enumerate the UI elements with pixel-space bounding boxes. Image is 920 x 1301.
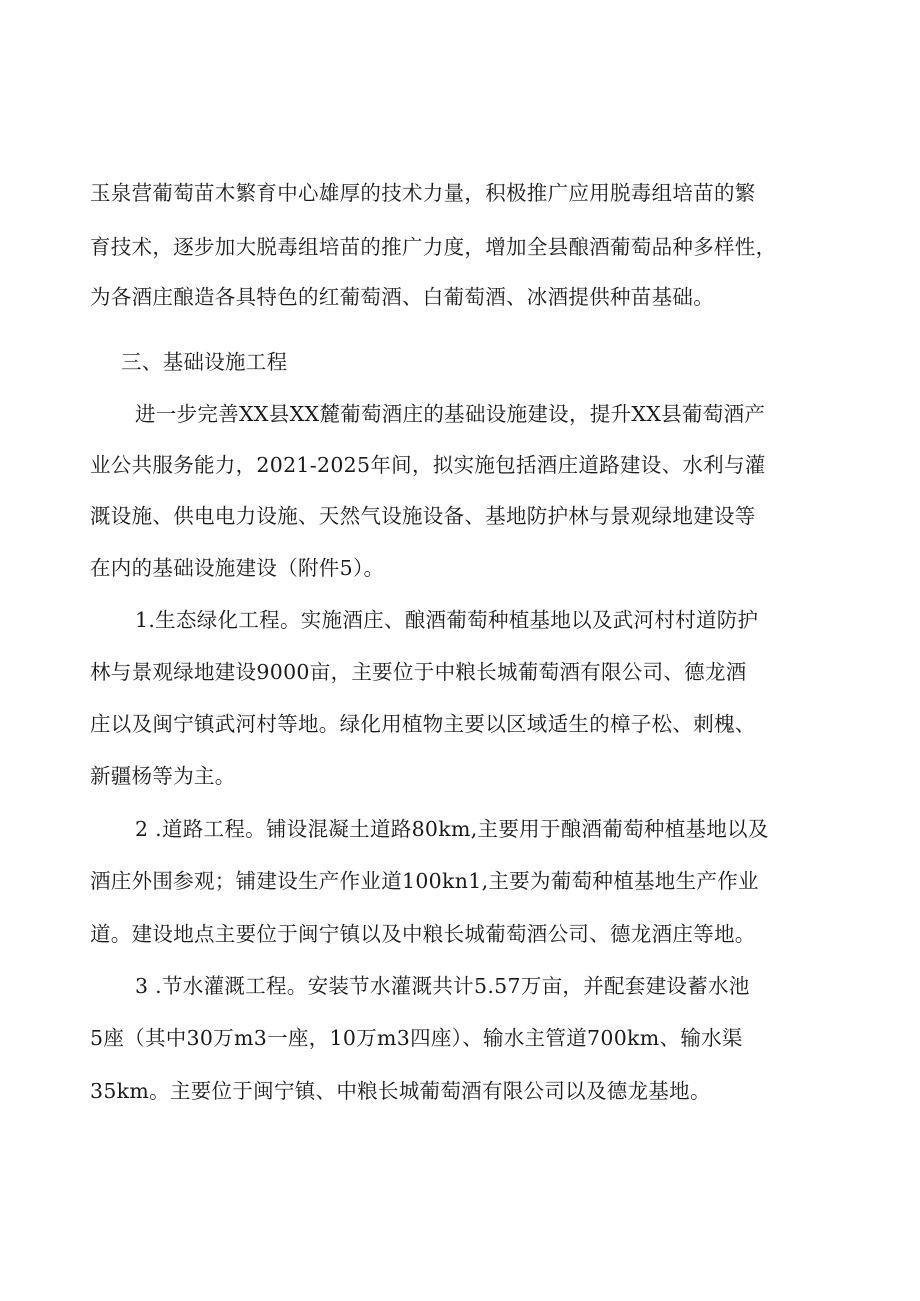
item-1-line-1: 1.生态绿化工程。实施酒庄、酿酒葡萄种植基地以及武河村村道防护 — [135, 608, 759, 632]
item-1-line-3: 庄以及闽宁镇武河村等地。绿化用植物主要以区域适生的樟子松、刺槐、 — [90, 712, 756, 736]
paragraph-2-line-3: 溉设施、供电电力设施、天然气设施设备、基地防护林与景观绿地建设等 — [90, 504, 756, 528]
item-1-line-2: 林与景观绿地建设9000亩，主要位于中粮长城葡萄酒有限公司、德龙酒 — [90, 660, 747, 684]
paragraph-1-line-3: 为各酒庄酿造各具特色的红葡萄酒、白葡萄酒、冰酒提供种苗基础。 — [90, 285, 714, 309]
item-2-line-2: 酒庄外围参观；铺建设生产作业道100kn1,主要为葡萄种植基地生产作业 — [90, 869, 759, 893]
item-2-line-1: 2 .道路工程。铺设混凝土道路80km,主要用于酿酒葡萄种植基地以及 — [135, 817, 769, 841]
paragraph-1-line-2: 育技术，逐步加大脱毒组培苗的推广力度，增加全县酿酒葡萄品种多样性， — [90, 235, 777, 259]
paragraph-1-line-1: 玉泉营葡萄苗木繁育中心雄厚的技术力量，积极推广应用脱毒组培苗的繁 — [90, 181, 756, 205]
item-3-line-3: 35km。主要位于闽宁镇、中粮长城葡萄酒有限公司以及德龙基地。 — [90, 1079, 711, 1103]
section-heading: 三、基础设施工程 — [121, 350, 288, 374]
paragraph-2-line-4: 在内的基础设施建设（附件5）。 — [90, 556, 385, 580]
paragraph-2-line-1: 进一步完善XX县XX麓葡萄酒庄的基础设施建设，提升XX县葡萄酒产 — [135, 402, 766, 426]
item-3-line-1: 3 .节水灌溉工程。安装节水灌溉共计5.57万亩，并配套建设蓄水池 — [135, 974, 750, 998]
item-1-line-4: 新疆杨等为主。 — [90, 764, 236, 788]
item-3-line-2: 5座（其中30万m3一座，10万m3四座）、输水主管道700km、输水渠 — [90, 1026, 743, 1050]
paragraph-2-line-2: 业公共服务能力，2021-2025年间，拟实施包括酒庄道路建设、水利与灌 — [90, 453, 766, 477]
item-2-line-3: 道。建设地点主要位于闽宁镇以及中粮长城葡萄酒公司、德龙酒庄等地。 — [90, 922, 756, 946]
